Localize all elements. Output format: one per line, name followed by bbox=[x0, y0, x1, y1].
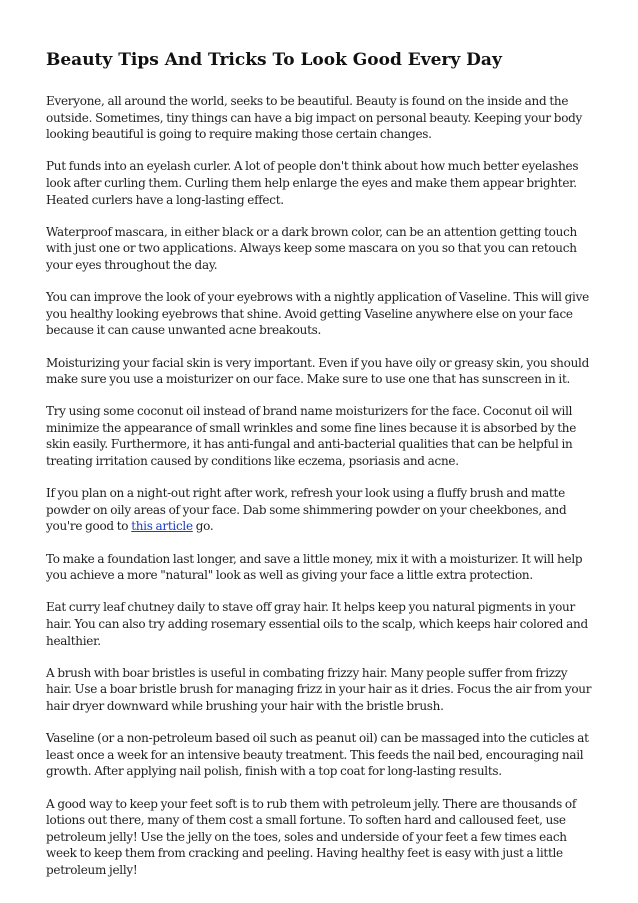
paragraph-intro: Everyone, all around the world, seeks to be beautiful. Beauty is found on the inside and the outside. Sometimes, tiny things can have a big impact on personal beauty. Keeping your body looking beautiful is going to require making those certain changes. bbox=[46, 94, 583, 142]
paragraph-night-out-text: If you plan on a night-out right after work, refresh your look using a fluffy brush and matte powder on oily areas of your face. Dab some shimmering powder on your cheekbones, and you're good to bbox=[46, 486, 567, 534]
page-title: Beauty Tips And Tricks To Look Good Every Day bbox=[46, 50, 502, 70]
paragraph-foundation: To make a foundation last longer, and save a little money, mix it with a moisturizer. It will help you achieve a more "natural" look as well as giving your face a little extra protection. bbox=[46, 551, 583, 583]
paragraph-eyebrows: You can improve the look of your eyebrows with a nightly application of Vaseline. This will give you healthy looking eyebrows that shine. Avoid getting Vaseline anywhere else on your face because it can cause unwanted acne breakouts. bbox=[46, 290, 589, 338]
paragraph-mascara: Waterproof mascara, in either black or a dark brown color, can be an attention getting touch with just one or two applications. Always keep some mascara on you so that you can retouch your eyes throughout the day. bbox=[46, 224, 577, 272]
paragraph-vaseline-cuticles: Vaseline (or a non-petroleum based oil such as peanut oil) can be massaged into the cuticles at least once a week for an intensive beauty treatment. This feeds the nail bed, encouraging nail growth. After applying nail polish, finish with a top coat for long-lasting results. bbox=[46, 731, 589, 779]
paragraph-night-out-tail: go. bbox=[192, 519, 214, 534]
paragraph-coconut-oil: Try using some coconut oil instead of brand name moisturizers for the face. Coconut oil will minimize the appearance of small wrinkles and some fine lines because it is absorbed by the skin easily. Furthermore, it has anti-fungal and anti-bacterial qualities that can be helpful in treating irritation caused by conditions like eczema, psoriasis and acne. bbox=[46, 404, 577, 469]
paragraph-eyelash-curler: Put funds into an eyelash curler. A lot of people don't think about how much better eyelashes look after curling them. Curling them help enlarge the eyes and make them appear brighter. Heated curlers have a long-lasting effect. bbox=[46, 159, 579, 207]
this-article-link[interactable]: this article bbox=[131, 519, 193, 534]
paragraph-feet: A good way to keep your feet soft is to rub them with petroleum jelly. There are thousands of lotions out there, many of them cost a small fortune. To soften hard and calloused feet, use petroleum jelly! Use the jelly on the toes, soles and underside of your feet a few times each week to keep them from cracking and peeling. Having healthy feet is easy with just a little petroleum jelly! bbox=[46, 796, 576, 877]
paragraph-boar-bristle: A brush with boar bristles is useful in combating frizzy hair. Many people suffer from frizzy hair. Use a boar bristle brush for managing frizz in your hair as it dries. Focus the air from your hair dryer downward while brushing your hair with the bristle brush. bbox=[46, 665, 592, 713]
paragraph-night-out bbox=[46, 485, 594, 535]
document-page bbox=[46, 48, 594, 894]
paragraph-curry-leaf: Eat curry leaf chutney daily to stave off gray hair. It helps keep you natural pigments in your hair. You can also try adding rosemary essential oils to the scalp, which keeps hair colored and healthier. bbox=[46, 600, 588, 648]
paragraph-moisturizing: Moisturizing your facial skin is very important. Even if you have oily or greasy skin, you should make sure you use a moisturizer on our face. Make sure to use one that has sunscreen in it. bbox=[46, 355, 589, 387]
